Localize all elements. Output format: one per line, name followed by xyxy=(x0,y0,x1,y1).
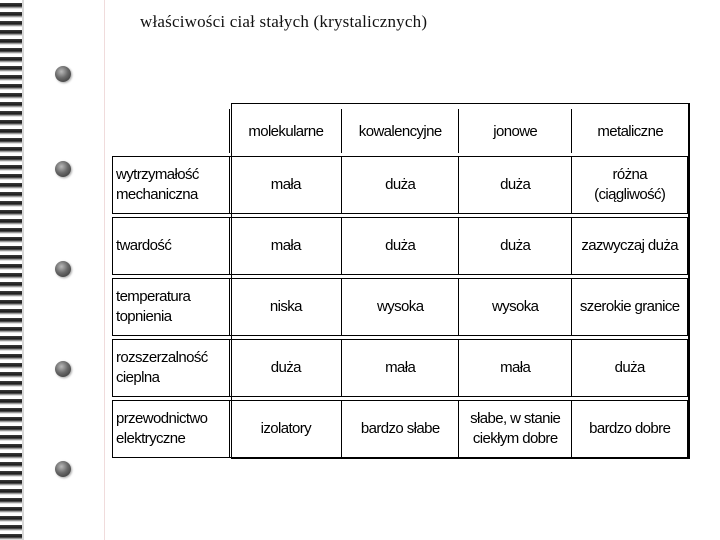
row-label-hardness: twardość xyxy=(112,217,229,275)
table-row xyxy=(112,339,688,397)
table-cell: duża xyxy=(341,217,458,275)
table-cell: zazwyczaj duża xyxy=(571,217,688,275)
table-cell: mała xyxy=(229,156,341,214)
table-cell: mała xyxy=(341,339,458,397)
page-title: właściwości ciał stałych (krystalicznych) xyxy=(140,12,428,31)
bullet-hole-icon xyxy=(55,361,71,377)
table-row xyxy=(112,400,688,458)
table-cell: izolatory xyxy=(229,400,341,458)
bullet-hole-icon xyxy=(55,66,71,82)
table-cell: duża xyxy=(341,156,458,214)
table-cell: duża xyxy=(458,217,571,275)
table-cell: bardzo dobre xyxy=(571,400,688,458)
column-header-molecular: molekularne xyxy=(229,109,341,153)
table-cell: duża xyxy=(571,339,688,397)
table-cell: wysoka xyxy=(341,278,458,336)
bullet-hole-icon xyxy=(55,461,71,477)
table-cell: słabe, w stanie ciekłym dobre xyxy=(458,400,571,458)
row-label-melting-point: temperatura topnienia xyxy=(112,278,229,336)
table-corner xyxy=(112,109,229,153)
table-cell: wysoka xyxy=(458,278,571,336)
bullet-hole-icon xyxy=(55,161,71,177)
table-cell: duża xyxy=(458,156,571,214)
table-cell: różna (ciągliwość) xyxy=(571,156,688,214)
row-label-conductivity: przewodnictwo elektryczne xyxy=(112,400,229,458)
properties-table xyxy=(112,106,688,461)
margin-line xyxy=(104,0,105,540)
row-label-strength: wytrzymałość mechaniczna xyxy=(112,156,229,214)
table-row xyxy=(112,156,688,214)
table-cell: mała xyxy=(458,339,571,397)
spiral-binding-icon xyxy=(0,0,24,540)
table-row xyxy=(112,217,688,275)
table-cell: bardzo słabe xyxy=(341,400,458,458)
table-cell: szerokie granice xyxy=(571,278,688,336)
table-row xyxy=(112,278,688,336)
table-header-row xyxy=(112,109,688,153)
table-cell: niska xyxy=(229,278,341,336)
table-cell: mała xyxy=(229,217,341,275)
spiral-edge xyxy=(22,0,24,540)
column-header-metallic: metaliczne xyxy=(571,109,688,153)
bullet-hole-icon xyxy=(55,261,71,277)
column-header-ionic: jonowe xyxy=(458,109,571,153)
table-cell: duża xyxy=(229,339,341,397)
row-label-thermal-expansion: rozszerzalność cieplna xyxy=(112,339,229,397)
column-header-covalent: kowalencyjne xyxy=(341,109,458,153)
